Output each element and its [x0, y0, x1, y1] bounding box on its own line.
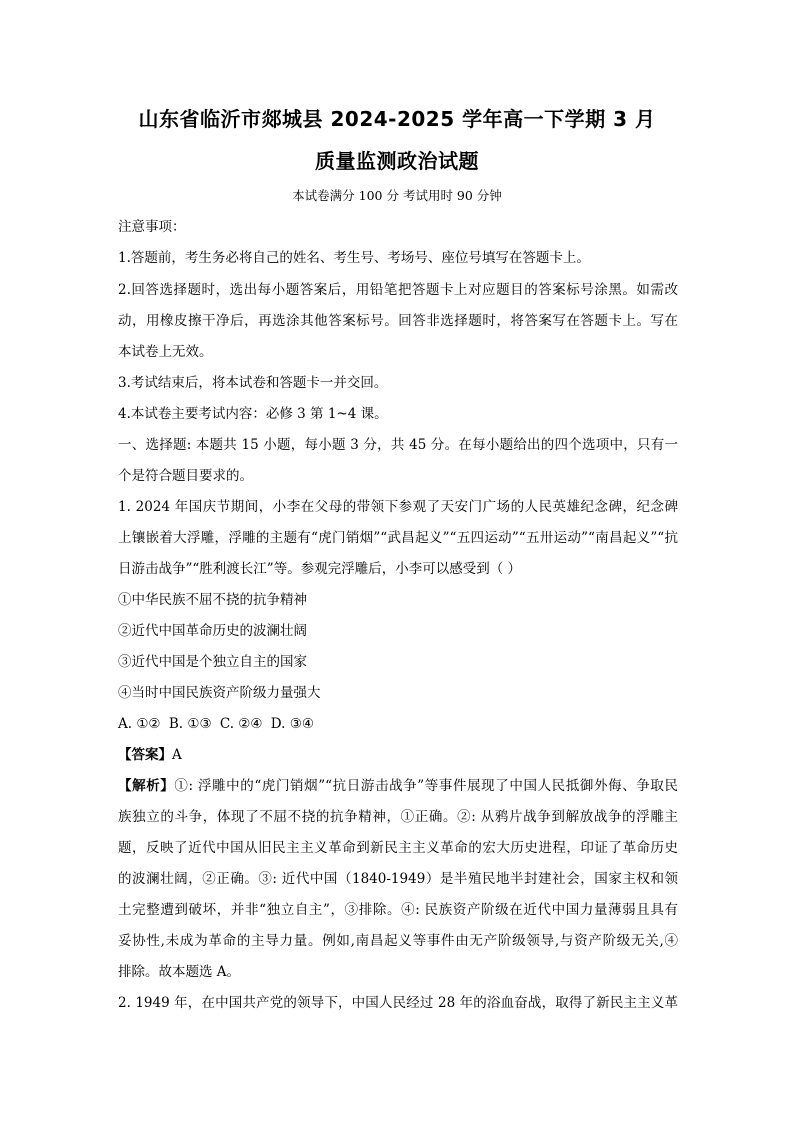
option-d: D. ③④	[270, 716, 314, 732]
analysis-line4: 的波澜壮阔，②正确。③: 近代中国（1840-1949）是半殖民地半封建社会，国家主权和领	[118, 871, 678, 887]
note-item-2-line2: 动，用橡皮擦干净后，再选涂其他答案标号。回答非选择题时，将答案写在答题卡上。写在	[118, 313, 678, 329]
page-title: 山东省临沂市郯城县 2024-2025 学年高一下学期 3 月	[138, 107, 656, 131]
question-1-stem-line1: 1. 2024 年国庆节期间，小李在父母的带领下参观了天安门广场的人民英雄纪念碑，纪念碑	[118, 499, 678, 515]
analysis-line6: 妥协性,未成为革命的主导力量。例如,南昌起义等事件由无产阶级领导,与资产阶级无关,④	[118, 933, 678, 949]
answer-value: A	[172, 747, 182, 763]
answer-options	[118, 714, 678, 734]
question-1-stem-line3: 日游击战争”“胜利渡长江”等。参观完浮雕后，小李可以感受到（ ）	[118, 561, 521, 577]
page-title-line2: 质量监测政治试题	[315, 149, 479, 173]
question-2-stem-line1: 2. 1949 年，在中国共产党的领导下，中国人民经过 28 年的浴血奋战，取得了新民主主义革	[118, 995, 678, 1011]
analysis-line7: 排除。故本题选 A。	[118, 964, 241, 980]
statement-2: ②近代中国革命历史的波澜壮阔	[118, 623, 307, 639]
statement-4: ④当时中国民族资产阶级力量强大	[118, 685, 321, 701]
answer-line	[118, 745, 678, 765]
analysis-text-line1: ①: 浮雕中的“虎门销烟”“抗日游击战争”等事件展现了中国人民抵御外侮、争取民	[174, 778, 678, 794]
statement-1: ①中华民族不屈不挠的抗争精神	[118, 592, 307, 608]
analysis-label: 【解析】	[118, 778, 175, 794]
analysis-line2: 族独立的斗争，体现了不屈不挠的抗争精神，①正确。②: 从鸦片战争到解放战争的浮雕主	[118, 809, 678, 825]
section-heading-line2: 个是符合题目要求的。	[118, 468, 253, 484]
option-a: A. ①②	[118, 716, 161, 732]
option-c: C. ②④	[219, 716, 263, 732]
note-item-1: 1.答题前，考生务必将自己的姓名、考生号、考场号、座位号填写在答题卡上。	[118, 250, 590, 266]
note-item-3: 3.考试结束后，将本试卷和答题卡一并交回。	[118, 375, 388, 391]
analysis-line5: 土完整遭到破坏，并非“独立自主”，③排除。④: 民族资产阶级在近代中国力量薄弱且具有	[118, 902, 678, 918]
statement-3: ③近代中国是个独立自主的国家	[118, 654, 307, 670]
exam-info: 本试卷满分 100 分 考试用时 90 分钟	[292, 188, 502, 203]
note-item-2-line3: 本试卷上无效。	[118, 344, 213, 360]
analysis-line3: 题，反映了近代中国从旧民主主义革命到新民主主义革命的宏大历史进程，印证了革命历史	[118, 840, 678, 856]
answer-label: 【答案】	[118, 747, 172, 763]
note-item-4: 4.本试卷主要考试内容：必修 3 第 1~4 课。	[118, 406, 388, 422]
section-heading-line1: 一、选择题: 本题共 15 小题，每小题 3 分，共 45 分。在每小题给出的四个选项中，只有一	[118, 437, 678, 453]
notes-heading: 注意事项：	[118, 219, 186, 235]
option-b: B. ①③	[168, 716, 212, 732]
analysis-line1	[118, 776, 678, 796]
note-item-2-line1: 2.回答选择题时，选出每小题答案后，用铅笔把答题卡上对应题目的答案标号涂黑。如需改	[118, 282, 678, 298]
question-1-stem-line2: 上镶嵌着大浮雕，浮雕的主题有“虎门销烟”“武昌起义”“五四运动”“五卅运动”“南昌起义”“抗	[118, 530, 678, 546]
